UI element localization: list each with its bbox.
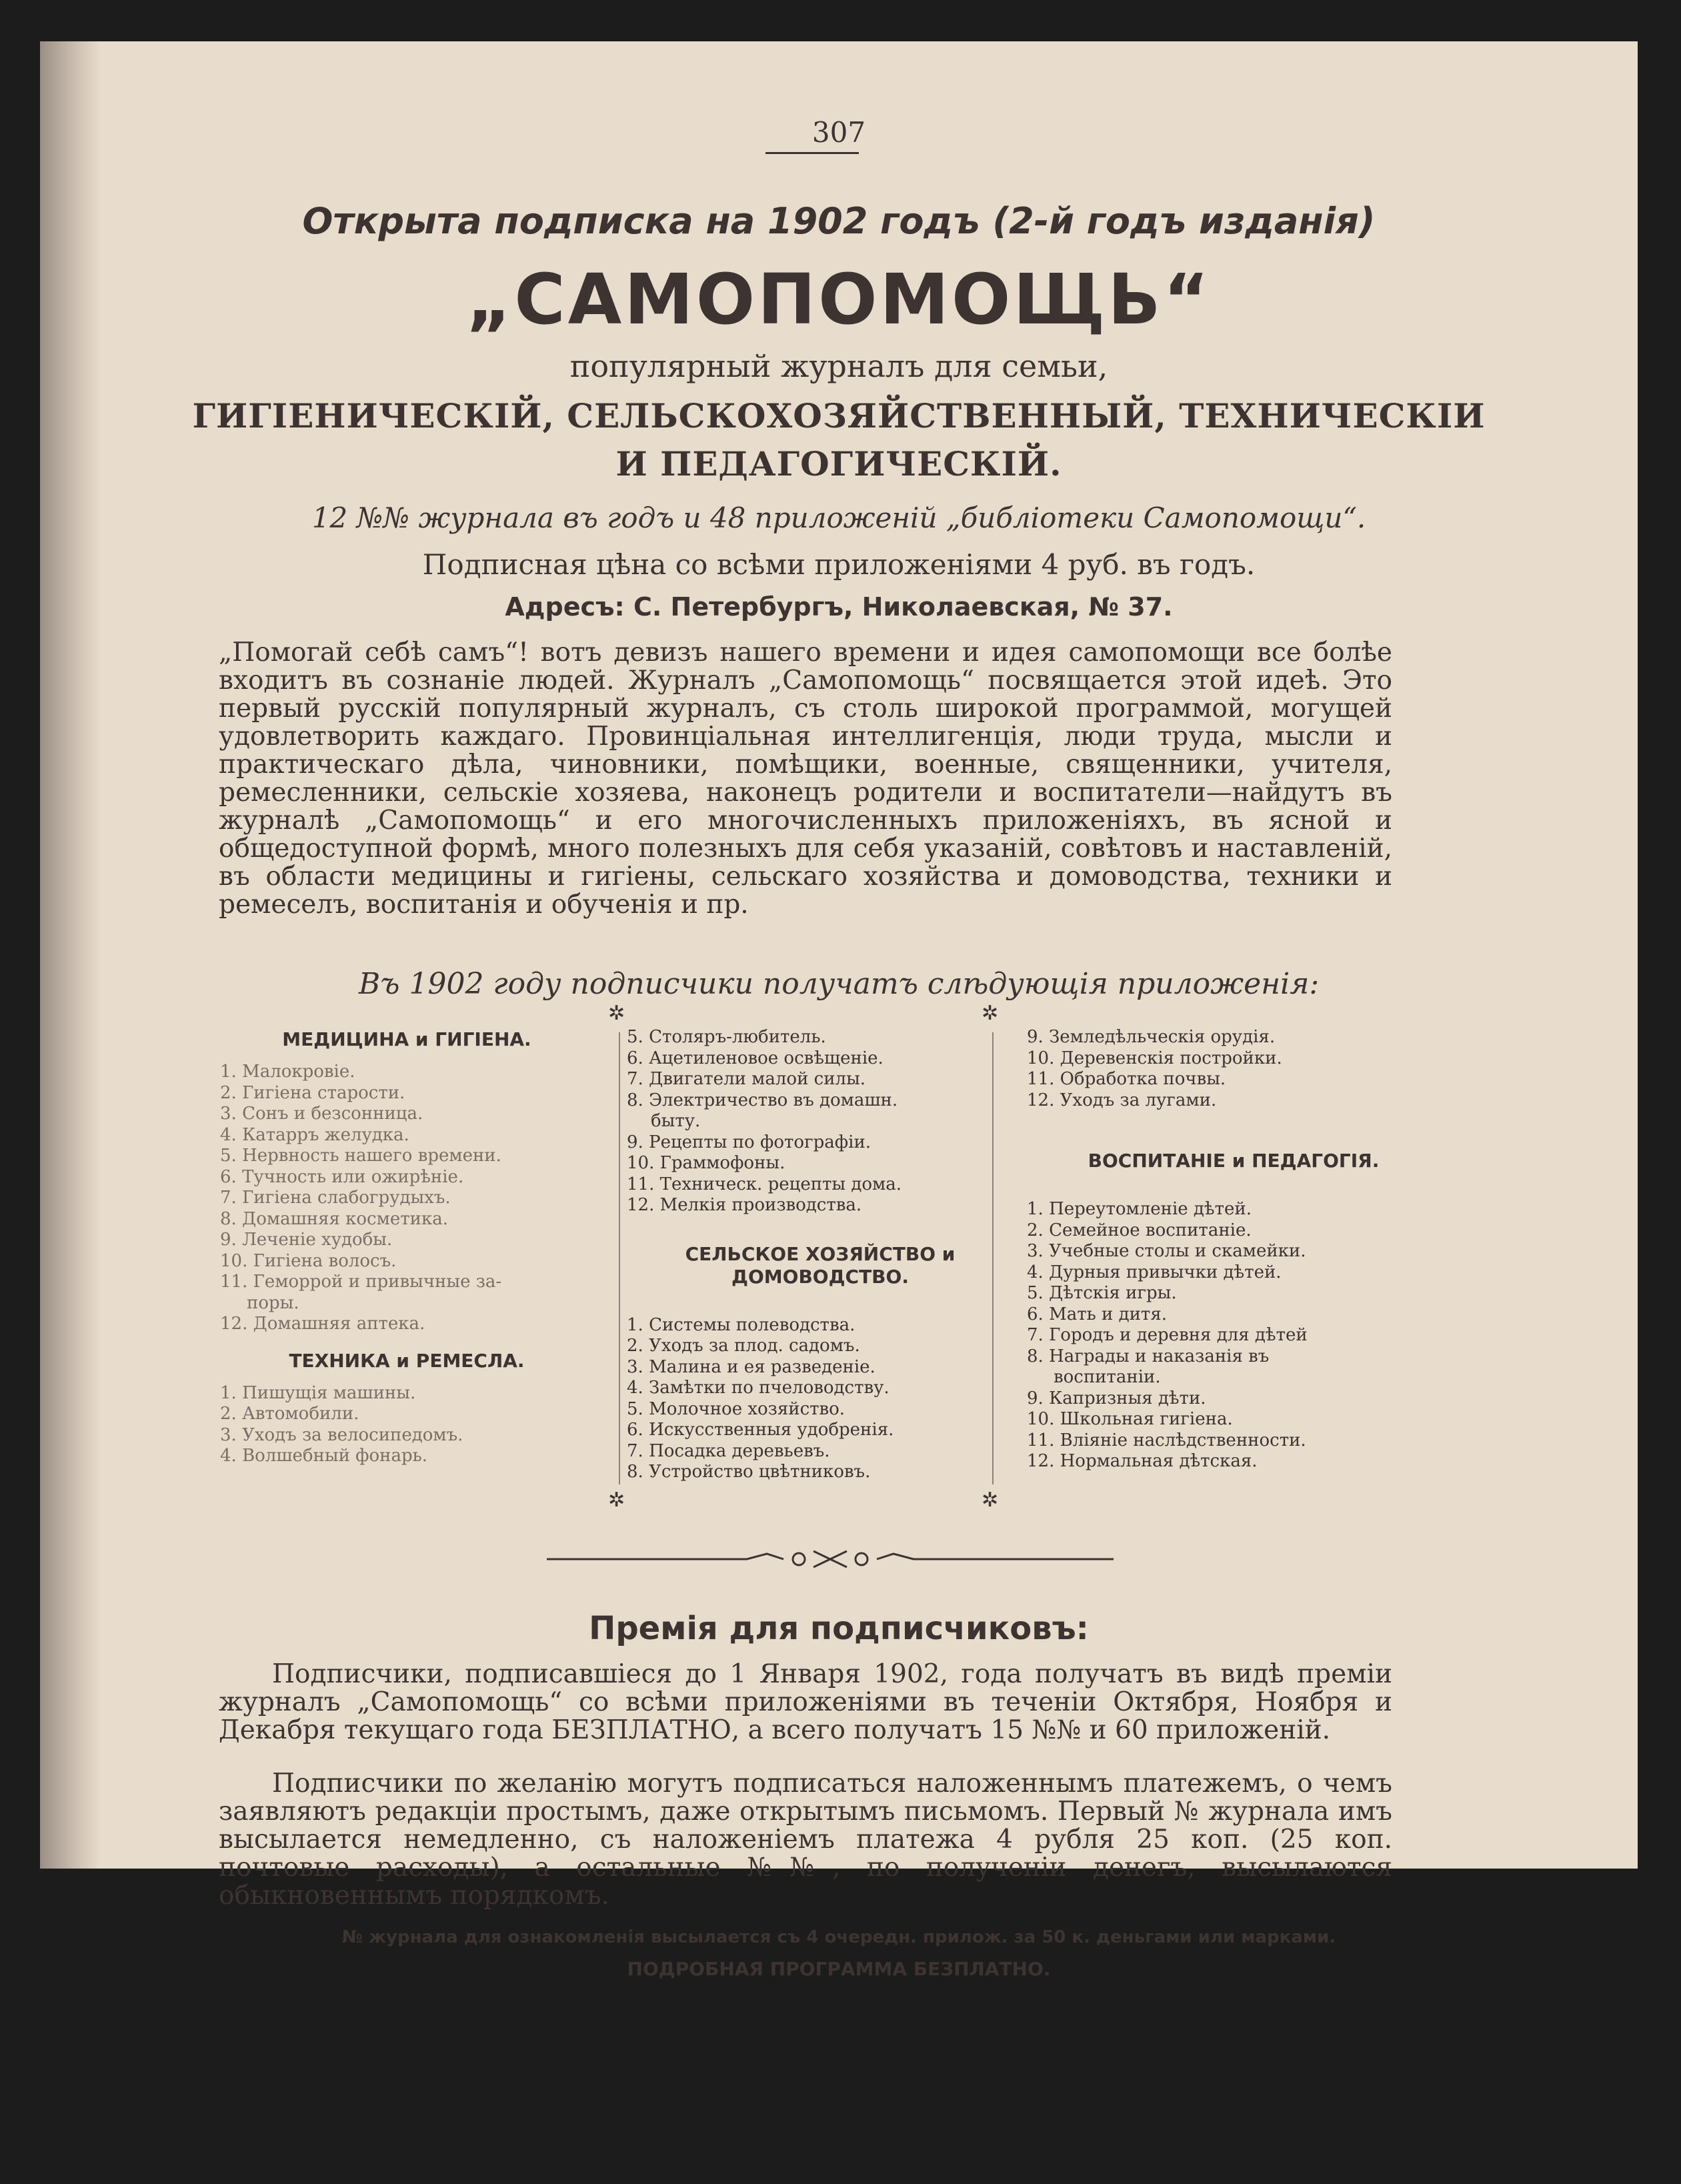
section-title-medicine: МЕДИЦИНА и ГИГІЕНА. [282,1028,531,1050]
section-title-technics: ТЕХНИКА и РЕМЕСЛА. [289,1349,525,1372]
section-title-education: ВОСПИТАНІЕ и ПЕДАГОГІЯ. [1088,1150,1380,1172]
list-item: 10. Школьная гигіена. [1027,1409,1233,1429]
list-item: 2. Семейное воспитаніе. [1027,1220,1252,1240]
journal-topics-line-1: ГИГІЕНИЧЕСКІЙ, СЕЛЬСКОХОЗЯЙСТВЕННЫЙ, ТЕХНИЧЕСКІИ [192,396,1486,435]
intro-paragraph: „Помогай себѣ самъ“! вотъ девизъ нашего времени и идея самопомощи все болѣе входитъ въ сознаніе людей. Журналъ „Самопомощь“ посвящается этой идеѣ. Это первый русскій популярный журналъ, съ столь широкой программой, могущей удовлетворить каждаго. Провинціальная интеллигенція, люди труда, мысли и практическаго дѣла, чиновники, помѣщики, военные, священники, учителя, ремесленники, сельскіе хозяева, наконецъ родители и воспитатели—найдутъ въ журналѣ „Самопомощь“ и его многочисленныхъ приложеніяхъ, въ ясной и общедоступной формѣ, много полезныхъ для себя указаній, совѣтовъ и наставленій, въ области медицины и гигіены, сельскаго хозяйства и домоводства, техники и ремеселъ, воспитанія и обученія и пр. [219,638,1392,920]
list-item: 10. Гигіена волосъ. [220,1250,397,1271]
list-item: 4. Волшебный фонарь. [220,1446,428,1466]
column-crafts-agriculture [627,1027,1014,1483]
list-item: 8. Домашняя косметика. [220,1208,448,1229]
list-item: 3. Малина и ея разведеніе. [627,1356,876,1377]
list-item: 1. Системы полеводства. [627,1314,856,1335]
list-item: воспитаніи. [1054,1367,1161,1387]
list-item: 8. Устройство цвѣтниковъ. [627,1462,871,1482]
list-item: 11. Вліяніе наслѣдственности. [1027,1430,1306,1450]
list-item: 11. Геморрой и привычные за- [220,1272,502,1292]
ornament-icon: ✲ [982,1002,999,1024]
editorial-address: Адресъ: С. Петербургъ, Николаевская, № 37. [505,592,1173,622]
column-divider [619,1032,620,1484]
free-program-note: ПОДРОБНАЯ ПРОГРАММА БЕЗПЛАТНО. [627,1958,1051,1980]
list-item: 2. Автомобили. [220,1404,359,1424]
list-item: 8. Награды и наказанія въ [1027,1346,1270,1366]
list-item: 6. Ацетиленовое освѣщеніе. [627,1048,884,1068]
ornament-icon: ✲ [608,1002,625,1024]
column-farming-education [1027,1027,1440,1472]
trial-issue-note: № журнала для ознакомленія высылается съ 4 очередн. прилож. за 50 к. деньгами или марками. [341,1927,1336,1947]
list-item: поры. [247,1292,299,1313]
premium-paragraph-1: Подписчики, подписавшіеся до 1 Января 1902, года получатъ въ видѣ преміи журналъ „Самопомощь“ со всѣми приложеніями въ теченіи Октября, Ноября и Декабря текущаго года БЕЗПЛАТНО, а всего получатъ 15 №№ и 60 приложеній. [219,1659,1392,1745]
list-item: 1. Пишущія машины. [220,1382,416,1403]
list-item: 3. Сонъ и безсонница. [220,1104,423,1124]
page-number: 307 [811,116,866,149]
list-item: быту. [651,1111,701,1131]
list-item: 5. Молочное хозяйство. [627,1398,846,1419]
premium-paragraph-2: Подписчики по желанію могутъ подписаться наложеннымъ платежемъ, о чемъ заявляютъ редакціи простымъ, даже открытымъ письмомъ. Первый № журнала имъ высылается немедленно, съ наложеніемъ платежа 4 рубля 25 коп. (25 коп. почтовые расходы), а остальные №№, по полученіи денегъ, высылаются обыкновеннымъ порядкомъ. [219,1769,1392,1911]
document-page [40,41,1638,1980]
list-item: 7. Гигіена слабогрудыхъ. [220,1188,451,1208]
list-item: 7. Городъ и деревня для дѣтей [1027,1325,1308,1345]
list-item: 5. Дѣтскія игры. [1027,1283,1177,1303]
journal-subtitle: популярный журналъ для семьи, [569,348,1108,384]
list-item: 4. Катарръ желудка. [220,1124,409,1145]
list-item: 3. Учебные столы и скамейки. [1027,1241,1306,1261]
list-item: 7. Посадка деревьевъ. [627,1440,830,1461]
list-item: 12. Домашняя аптека. [220,1314,425,1334]
list-item: 1. Переутомленіе дѣтей. [1027,1199,1252,1219]
list-item: 6. Мать и дитя. [1027,1304,1167,1324]
list-item: 9. Земледѣльческія орудія. [1027,1027,1276,1047]
list-item: 9. Рецепты по фотографіи. [627,1132,872,1152]
issues-info: 12 №№ журнала въ годъ и 48 приложеній „библіотеки Самопомощи“. [311,501,1366,534]
list-item: 5. Столяръ-любитель. [627,1027,826,1047]
list-item: 9. Капризныя дѣти. [1027,1388,1206,1408]
list-item: 6. Тучность или ожирѣніе. [220,1166,464,1187]
list-item: 12. Мелкія производства. [627,1195,862,1215]
decorative-divider [547,1546,1114,1572]
list-item: 1. Малокровіе. [220,1062,355,1082]
premium-title: Премія для подписчиковъ: [589,1610,1089,1647]
ornament-icon: ✲ [982,1489,999,1511]
list-item: 2. Уходъ за плод. садомъ. [627,1336,860,1356]
subscription-heading: Открыта подписка на 1902 годъ (2-й годъ изданія) [302,200,1376,242]
column-divider [992,1032,994,1484]
list-item: 7. Двигатели малой силы. [627,1069,866,1089]
supplements-title: Въ 1902 году подписчики получатъ слѣдующія приложенія: [358,967,1320,1001]
list-item: 12. Уходъ за лугами. [1027,1090,1217,1110]
list-item: 2. Гигіена старости. [220,1082,405,1103]
list-item: 4. Замѣтки по пчеловодству. [627,1378,890,1398]
list-item: 6. Искусственныя удобренія. [627,1420,894,1440]
subscription-price: Подписная цѣна со всѣми приложеніями 4 руб. въ годъ. [422,548,1256,581]
column-medicine-technics [220,1028,593,1467]
list-item: 11. Техническ. рецепты дома. [627,1174,902,1194]
list-item: 10. Граммофоны. [627,1153,785,1173]
list-item: 4. Дурныя привычки дѣтей. [1027,1262,1282,1282]
list-item: 11. Обработка почвы. [1027,1069,1226,1089]
list-item: 8. Электричество въ домашн. [627,1090,898,1110]
journal-title: „САМОПОМОЩЬ“ [466,259,1212,340]
list-item: 3. Уходъ за велосипедомъ. [220,1424,463,1445]
list-item: 5. Нервность нашего времени. [220,1146,501,1166]
list-item: 12. Нормальная дѣтская. [1027,1451,1258,1471]
journal-topics-line-2: И ПЕДАГОГИЧЕСКІЙ. [615,444,1062,483]
section-title-agriculture: СЕЛЬСКОЕ ХОЗЯЙСТВО и ДОМОВОДСТВО. [685,1242,956,1288]
list-item: 10. Деревенскія постройки. [1027,1048,1282,1068]
page-number-rule [765,152,859,154]
list-item: 9. Леченіе худобы. [220,1230,393,1250]
ornament-icon: ✲ [608,1489,625,1511]
